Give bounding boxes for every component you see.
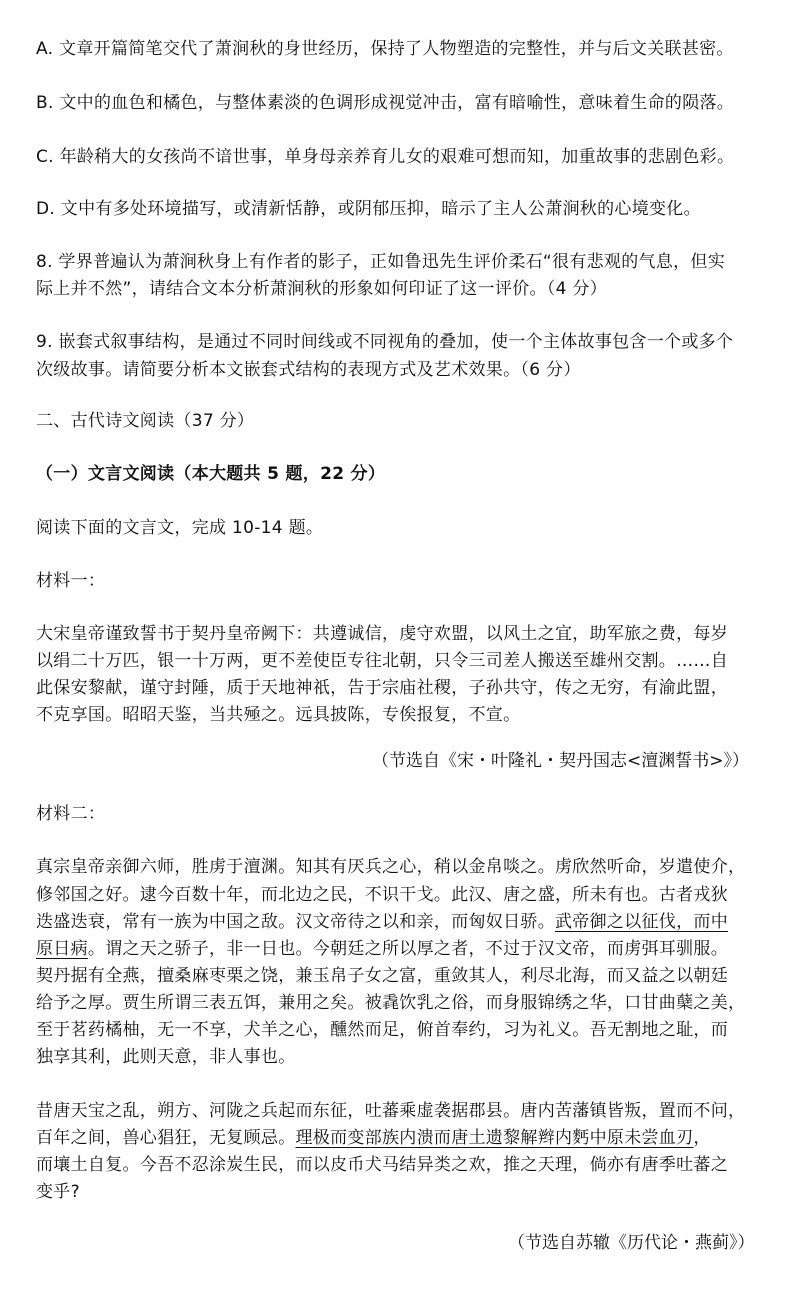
- question-9-line-2: 次级故事。请简要分析本文嵌套式结构的表现方式及艺术效果。（6 分）: [36, 360, 581, 380]
- material-2-line-5: 契丹据有全燕，擅桑麻枣栗之饶，兼玉帛子女之富，重敛其人，利尽北海，而又益之以朝廷: [36, 966, 728, 986]
- material-2-line-2: 修邻国之好。逮今百数十年，而北边之民，不识干戈。此汉、唐之盛，所未有也。古者戎狄: [36, 885, 728, 905]
- text-segment: 。谓之天之骄子，非一日也。今朝廷之所以厚之者，不过于汉文帝，而虏弭耳驯服。: [87, 939, 729, 959]
- paragraph-2-line-3: 而壤土自复。今吾不忍涂炭生民，而以皮币犬马结异类之欢，推之天理，倘亦有唐季吐蕃之: [36, 1155, 728, 1175]
- material-2-line-1: 真宗皇帝亲御六师，胜虏于澶渊。知其有厌兵之心，稍以金帛啖之。虏欣然听命，岁遣使介，: [36, 857, 746, 877]
- material-1-label: 材料一：: [36, 571, 106, 591]
- material-2-label: 材料二：: [36, 804, 106, 824]
- material-2-line-8: 独享其利，此则天意，非人事也。: [36, 1047, 296, 1067]
- material-1-line-1: 大宋皇帝谨致誓书于契丹皇帝阙下：共遵诚信，虔守欢盟，以风土之宜，助军旅之费，每岁: [36, 624, 728, 644]
- option-a: A. 文章开篇简笔交代了萧涧秋的身世经历，保持了人物塑造的完整性，并与后文关联甚密。: [36, 39, 734, 59]
- material-1-line-3: 此保安黎献，谨守封陲，质于天地神祇，告于宗庙社稷，子孙共守，传之无穷，有渝此盟，: [36, 678, 728, 698]
- text-segment: 百年之间，兽心猖狂，无复顾忌。: [36, 1128, 296, 1148]
- section-heading: 二、古代诗文阅读（37 分）: [36, 411, 255, 431]
- question-9-line-1: 9. 嵌套式叙事结构，是通过不同时间线或不同视角的叠加，使一个主体故事包含一个或多个: [36, 332, 734, 352]
- text-segment: 迭盛迭衰，常有一族为中国之敌。汉文帝待之以和亲，而匈奴日骄。: [36, 912, 555, 932]
- option-b: B. 文中的血色和橘色，与整体素淡的色调形成视觉冲击，富有暗喻性，意味着生命的陨落。: [36, 93, 735, 113]
- instruction: 阅读下面的文言文，完成 10-14 题。: [36, 518, 324, 538]
- subsection-heading: （一）文言文阅读（本大题共 5 题，22 分）: [36, 464, 386, 484]
- paragraph-2-line-1: 昔唐天宝之乱，朔方、河陇之兵起而东征，吐蕃乘虚袭据郡县。唐内苦藩镇皆叛，置而不问，: [36, 1101, 746, 1121]
- question-8-line-1: 8. 学界普遍认为萧涧秋身上有作者的影子，正如鲁迅先生评价柔石“很有悲观的气息，但实: [36, 252, 726, 272]
- material-1-line-4: 不克享国。昭昭天鉴，当共殛之。远具披陈，专俟报复，不宣。: [36, 705, 521, 725]
- underlined-sentence-end: 原日病: [36, 939, 88, 959]
- underlined-sentence-2: 理极而变部族内溃而唐土遗黎解辫内麫中原未尝血刃: [295, 1128, 694, 1148]
- material-1-line-2: 以绢二十万匹，银一十万两，更不差使臣专往北朝，只令三司差人搬送至雄州交割。……自: [36, 651, 728, 671]
- option-d: D. 文中有多处环境描写，或清新恬静，或阴郁压抑，暗示了主人公萧涧秋的心境变化。: [36, 199, 701, 219]
- material-2-line-6: 给予之厚。贾生所谓三表五饵，兼用之矣。被毳饮乳之俗，而身服锦绣之华，口甘曲蘖之美，: [36, 993, 746, 1013]
- paragraph-2-line-4: 变乎?: [36, 1182, 80, 1202]
- option-c: C. 年龄稍大的女孩尚不谙世事，单身母亲养育儿女的艰难可想而知，加重故事的悲剧色彩。: [36, 147, 735, 167]
- text-segment: ，: [693, 1128, 711, 1148]
- material-2-source: （节选自苏辙《历代论・燕蓟》）: [508, 1233, 755, 1253]
- underlined-sentence: 武帝御之以征伐，而中: [555, 912, 728, 932]
- question-8-line-2: 际上并不然”，请结合文本分析萧涧秋的形象如何印证了这一评价。（4 分）: [36, 279, 608, 299]
- material-1-source: （节选自《宋・叶隆礼・契丹国志<澶渊誓书>》）: [372, 751, 749, 771]
- material-2-line-7: 至于茗药橘柚，无一不享，犬羊之心，醺然而足，俯首奉约，习为礼义。吾无割地之耻，而: [36, 1020, 728, 1040]
